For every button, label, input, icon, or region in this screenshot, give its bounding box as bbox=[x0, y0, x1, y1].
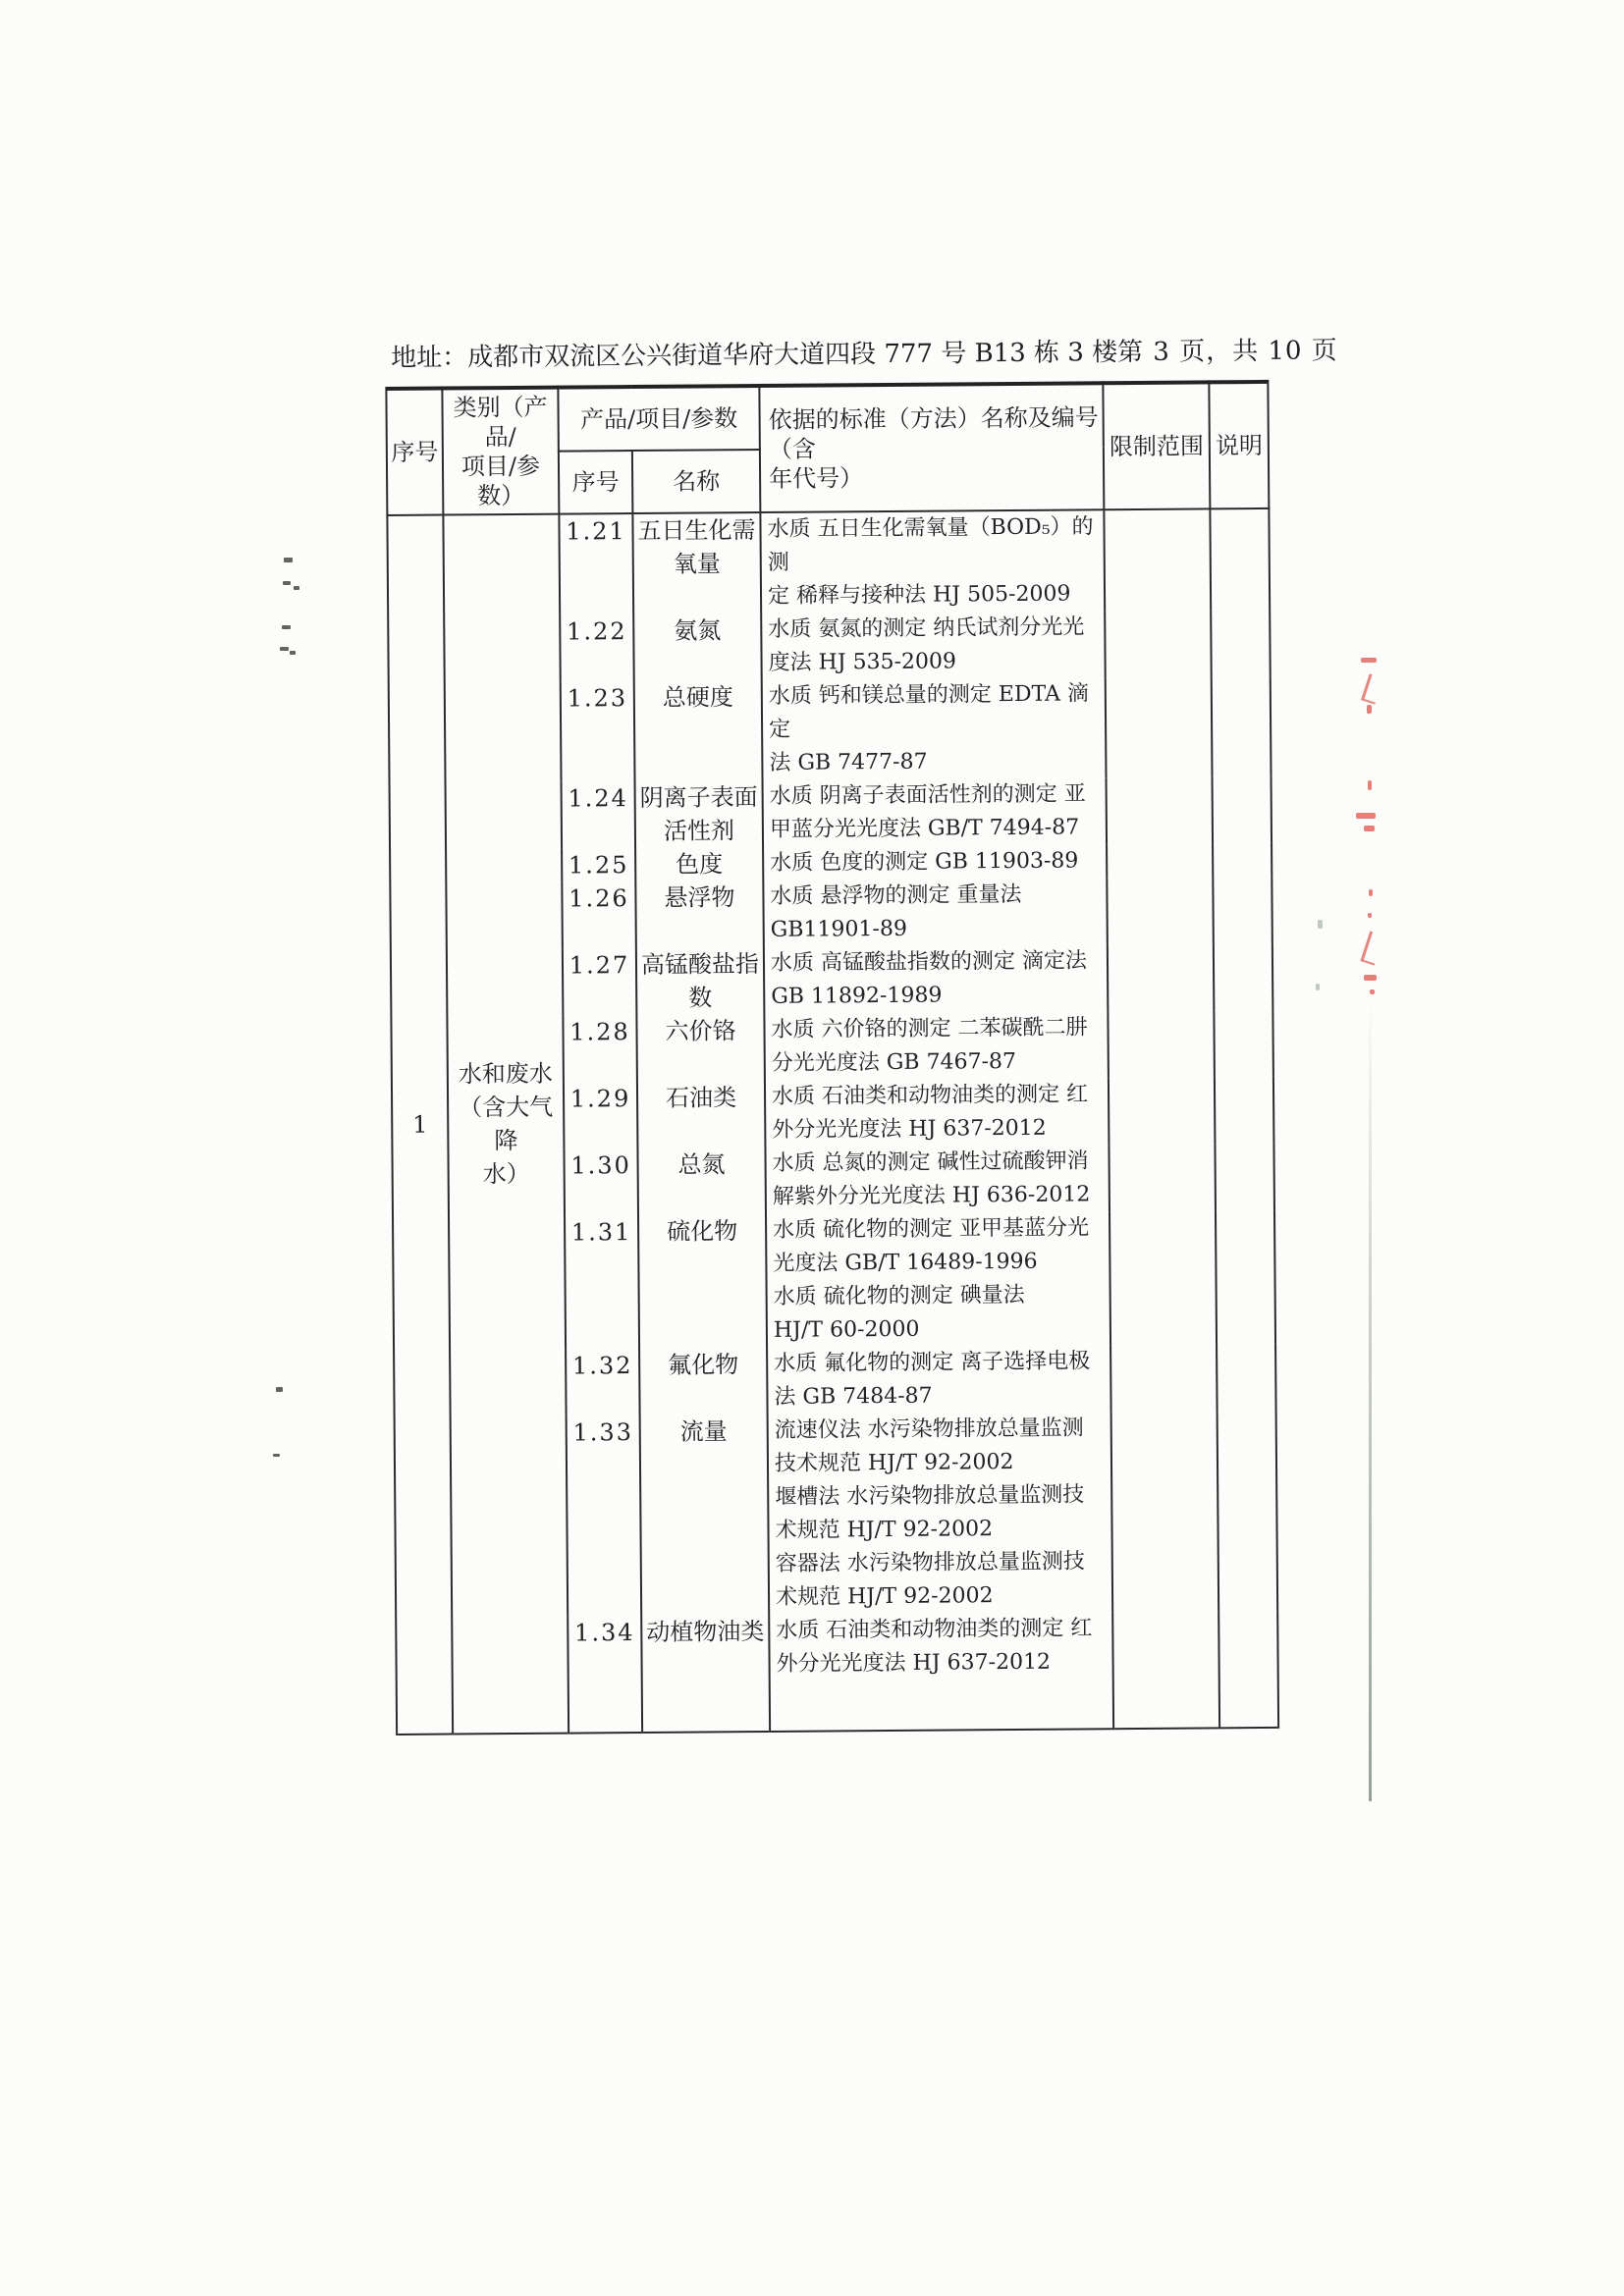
header-sub-name: 名称 bbox=[632, 450, 761, 513]
param-name-cell: 悬浮物 bbox=[635, 881, 764, 948]
scan-speck bbox=[280, 647, 289, 651]
scan-speck bbox=[284, 558, 293, 562]
param-seq-cell: 1.26 bbox=[562, 881, 636, 949]
param-standard-cell: 水质 氟化物的测定 离子选择电极 法 GB 7484-87 bbox=[767, 1345, 1111, 1415]
param-note-cell bbox=[1217, 1344, 1276, 1411]
param-note-cell bbox=[1213, 843, 1272, 877]
param-limit-cell bbox=[1111, 1411, 1219, 1612]
param-limit-cell bbox=[1107, 877, 1214, 944]
param-name-cell: 高锰酸盐指 数 bbox=[636, 947, 765, 1015]
param-name-cell: 色度 bbox=[635, 847, 763, 881]
scan-speck bbox=[290, 651, 296, 655]
param-limit-cell bbox=[1108, 943, 1215, 1011]
header-sub-seq: 序号 bbox=[559, 451, 632, 513]
scan-speck bbox=[273, 1454, 280, 1457]
param-seq-cell: 1.23 bbox=[561, 681, 635, 782]
header-limit: 限制范围 bbox=[1103, 382, 1210, 509]
param-standard-cell: 水质 石油类和动物油类的测定 红 外分光光度法 HJ 637-2012 bbox=[765, 1078, 1110, 1148]
header-product-group: 产品/项目/参数 bbox=[558, 386, 760, 452]
param-name-cell: 流量 bbox=[640, 1415, 770, 1616]
param-limit-cell bbox=[1110, 1344, 1218, 1412]
param-name-cell: 氟化物 bbox=[639, 1348, 768, 1415]
page-fold-line bbox=[1369, 996, 1372, 1801]
header-note: 说明 bbox=[1209, 382, 1269, 508]
param-note-cell bbox=[1216, 1210, 1275, 1344]
param-note-cell bbox=[1210, 508, 1270, 610]
param-standard-cell: 水质 悬浮物的测定 重量法 GB11901-89 bbox=[763, 878, 1108, 947]
red-ink-mark bbox=[1367, 705, 1372, 714]
param-seq-cell: 1.24 bbox=[562, 781, 636, 849]
param-seq-cell: 1.32 bbox=[566, 1349, 640, 1416]
param-seq-cell: 1.29 bbox=[564, 1082, 638, 1149]
red-ink-mark bbox=[1356, 813, 1376, 819]
param-standard-cell: 水质 五日生化需氧量（BOD₅）的测 定 稀释与接种法 HJ 505-2009 bbox=[760, 509, 1105, 614]
scan-speck bbox=[276, 1387, 283, 1392]
param-name-cell: 氨氮 bbox=[633, 614, 762, 681]
param-seq-cell: 1.27 bbox=[563, 948, 637, 1016]
param-limit-cell bbox=[1105, 610, 1212, 677]
param-seq-cell: 1.31 bbox=[565, 1215, 639, 1350]
param-seq-cell: 1.34 bbox=[568, 1616, 642, 1734]
param-standard-cell: 水质 石油类和动物油类的测定 红 外分光光度法 HJ 637-2012 bbox=[769, 1612, 1113, 1732]
param-limit-cell bbox=[1104, 508, 1211, 611]
red-ink-mark bbox=[1364, 826, 1375, 831]
param-standard-cell: 水质 六价铬的测定 二苯碳酰二肼 分光光度法 GB 7467-87 bbox=[764, 1011, 1109, 1081]
red-ink-mark bbox=[1368, 780, 1372, 790]
param-standard-cell: 水质 钙和镁总量的测定 EDTA 滴定 法 GB 7477-87 bbox=[762, 677, 1107, 780]
scan-speck bbox=[294, 586, 299, 590]
header-category: 类别（产品/ 项目/参数） bbox=[442, 388, 559, 515]
param-standard-cell: 水质 阴离子表面活性剂的测定 亚 甲蓝分光光度法 GB/T 7494-87 bbox=[763, 777, 1108, 847]
scan-smudge bbox=[1316, 984, 1320, 990]
param-name-cell: 阴离子表面 活性剂 bbox=[635, 780, 764, 848]
header-seq: 序号 bbox=[386, 389, 443, 515]
param-note-cell bbox=[1215, 1144, 1274, 1210]
param-limit-cell bbox=[1109, 1077, 1216, 1145]
red-ink-mark bbox=[1361, 673, 1383, 704]
category-cell: 水和废水 （含大气降 水） bbox=[443, 514, 568, 1735]
param-name-cell: 总硬度 bbox=[634, 680, 763, 781]
param-name-cell: 石油类 bbox=[637, 1081, 766, 1148]
param-note-cell bbox=[1218, 1411, 1278, 1611]
category-seq-cell: 1 bbox=[387, 515, 453, 1735]
scan-speck bbox=[282, 625, 291, 629]
param-standard-cell: 水质 色度的测定 GB 11903-89 bbox=[763, 844, 1107, 881]
accreditation-scope-table bbox=[385, 380, 1279, 1735]
scan-speck bbox=[283, 581, 291, 585]
param-name-cell: 五日生化需 氧量 bbox=[632, 512, 761, 614]
param-seq-cell: 1.25 bbox=[562, 848, 635, 882]
param-note-cell bbox=[1213, 877, 1272, 943]
param-seq-cell: 1.33 bbox=[567, 1415, 642, 1617]
param-seq-cell: 1.30 bbox=[564, 1148, 638, 1216]
param-standard-cell: 流速仪法 水污染物排放总量监测 技术规范 HJ/T 92-2002 堰槽法 水污染物排放总量监测技 术规范 HJ/T 92-2002 容器法 水污染物排放总量监测技 术规范 HJ/T 92-2002 bbox=[768, 1412, 1113, 1615]
param-note-cell bbox=[1214, 943, 1273, 1010]
param-limit-cell bbox=[1112, 1611, 1219, 1729]
param-seq-cell: 1.28 bbox=[563, 1015, 637, 1083]
red-ink-mark bbox=[1370, 989, 1375, 994]
param-note-cell bbox=[1214, 1010, 1273, 1077]
param-limit-cell bbox=[1108, 1010, 1215, 1078]
param-name-cell: 动植物油类 bbox=[641, 1615, 770, 1733]
param-name-cell: 硫化物 bbox=[638, 1214, 767, 1349]
param-name-cell: 六价铬 bbox=[636, 1014, 765, 1082]
page-header bbox=[391, 335, 1338, 375]
page-number-indicator: 第 3 页，共 10 页 bbox=[1116, 336, 1338, 368]
document-content bbox=[385, 335, 1338, 1735]
scan-smudge bbox=[1318, 920, 1323, 929]
red-ink-mark bbox=[1369, 889, 1373, 896]
param-standard-cell: 水质 硫化物的测定 亚甲基蓝分光 光度法 GB/T 16489-1996 水质 硫化物的测定 碘量法 HJ/T 60-2000 bbox=[766, 1211, 1110, 1348]
param-limit-cell bbox=[1110, 1210, 1217, 1345]
param-standard-cell: 水质 总氮的测定 碱性过硫酸钾消 解紫外分光光度法 HJ 636-2012 bbox=[765, 1145, 1110, 1214]
param-note-cell bbox=[1215, 1077, 1274, 1144]
param-note-cell bbox=[1218, 1611, 1278, 1728]
red-ink-mark bbox=[1361, 658, 1377, 663]
param-seq-cell: 1.21 bbox=[559, 513, 633, 615]
param-note-cell bbox=[1213, 776, 1272, 843]
red-ink-mark bbox=[1360, 931, 1383, 965]
param-note-cell bbox=[1212, 676, 1272, 776]
red-ink-mark bbox=[1364, 975, 1377, 981]
param-limit-cell bbox=[1107, 843, 1213, 878]
param-standard-cell: 水质 氨氮的测定 纳氏试剂分光光 度法 HJ 535-2009 bbox=[761, 611, 1106, 680]
param-limit-cell bbox=[1106, 676, 1213, 777]
param-limit-cell bbox=[1107, 776, 1214, 844]
param-name-cell: 总氮 bbox=[637, 1148, 766, 1215]
param-limit-cell bbox=[1109, 1144, 1216, 1211]
red-ink-mark bbox=[1368, 913, 1372, 918]
address-line: 地址：成都市双流区公兴街道华府大道四段 777 号 B13 栋 3 楼 bbox=[391, 338, 1118, 373]
param-standard-cell: 水质 高锰酸盐指数的测定 滴定法 GB 11892-1989 bbox=[764, 944, 1109, 1014]
param-note-cell bbox=[1211, 610, 1271, 676]
table-row bbox=[387, 508, 1270, 616]
table-header bbox=[386, 382, 1269, 515]
header-standard: 依据的标准（方法）名称及编号（含 年代号） bbox=[759, 383, 1104, 512]
param-seq-cell: 1.22 bbox=[560, 614, 634, 682]
table-body bbox=[387, 508, 1278, 1735]
